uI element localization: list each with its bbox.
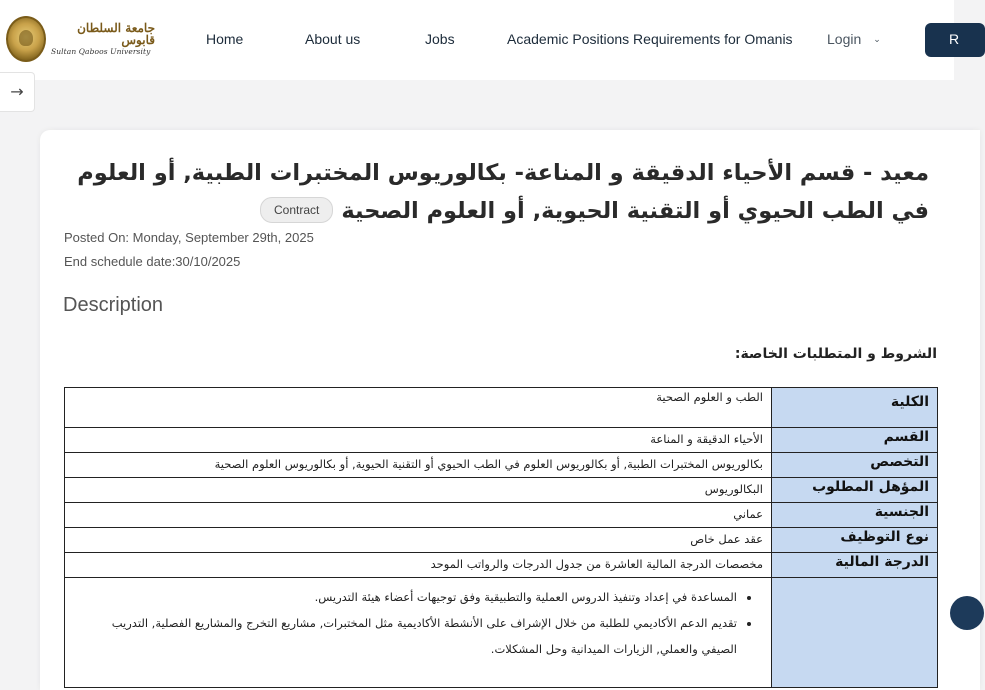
table-row <box>65 528 938 553</box>
table-row <box>65 453 938 478</box>
end-schedule-date: End schedule date:30/10/2025 <box>64 254 241 269</box>
nav-home[interactable]: Home <box>206 31 244 47</box>
row-value-specialization: بكالوريوس المختبرات الطبية, أو بكالوريوس العلوم في الطب الحيوي أو التقنية الحيوية, أو بكالوريوس العلوم الصحية <box>65 453 772 478</box>
job-title-block <box>63 154 929 230</box>
table-row <box>65 388 938 428</box>
floating-chat-button[interactable] <box>950 596 984 630</box>
description-heading: Description <box>63 294 164 316</box>
posted-date: Posted On: Monday, September 29th, 2025 <box>64 230 314 245</box>
nav-academic-positions[interactable]: Academic Positions Requirements for Omanis <box>507 31 793 47</box>
register-button[interactable] <box>925 23 985 57</box>
row-label-employment-type: نوع التوظيف <box>772 528 938 553</box>
register-button-label: R <box>949 31 960 47</box>
table-row <box>65 478 938 503</box>
duties-list <box>73 584 763 662</box>
top-navbar <box>0 0 960 80</box>
logo-english-name: Sultan Qaboos University <box>51 47 151 57</box>
nav-about-us[interactable]: About us <box>305 31 361 47</box>
contract-badge: Contract <box>260 197 333 223</box>
table-row <box>65 428 938 453</box>
nav-jobs[interactable]: Jobs <box>425 31 455 47</box>
row-value-nationality: عماني <box>65 503 772 528</box>
row-value-duties <box>65 578 772 688</box>
row-label-college: الكلية <box>772 388 938 428</box>
row-label-grade: الدرجة المالية <box>772 553 938 578</box>
requirements-table <box>64 387 938 688</box>
row-value-employment-type: عقد عمل خاص <box>65 528 772 553</box>
row-value-department: الأحياء الدقيقة و المناعة <box>65 428 772 453</box>
university-seal-icon <box>6 16 46 62</box>
back-arrow-icon[interactable]: → <box>0 72 35 112</box>
logo-arabic-name: جامعة السلطان قابوس <box>77 21 155 48</box>
table-row <box>65 578 938 688</box>
list-item: • تقديم الدعم الأكاديمي للطلبة من خلال الإشراف على الأنشطة الأكاديمية مثل المختبرات, مشاريع التخرج والمشاريع الفصلية, التدريب الصيفي والعملي, الزيارات الميدانية وحل المشكلات. <box>73 610 737 662</box>
chevron-down-icon: ⌄ <box>873 34 881 44</box>
row-value-grade: مخصصات الدرجة المالية العاشرة من جدول الدرجات والرواتب الموحد <box>65 553 772 578</box>
row-label-qualification: المؤهل المطلوب <box>772 478 938 503</box>
row-value-qualification: البكالوريوس <box>65 478 772 503</box>
row-label-department: القسم <box>772 428 938 453</box>
nav-login-dropdown[interactable] <box>827 31 881 47</box>
job-title: معيد - قسم الأحياء الدقيقة و المناعة- بكالوريوس المختبرات الطبية, أو العلوم في الطب الحيوي أو التقنية الحيوية, أو العلوم الصحية <box>77 160 929 224</box>
list-item: • المساعدة في إعداد وتنفيذ الدروس العملية والتطبيقية وفق توجيهات أعضاء هيئة التدريس. <box>73 584 737 610</box>
row-label-specialization: التخصص <box>772 453 938 478</box>
login-label: Login <box>827 31 862 47</box>
row-value-college: الطب و العلوم الصحية <box>65 388 772 428</box>
conditions-heading: الشروط و المتطلبات الخاصة: <box>734 346 937 362</box>
row-label-nationality: الجنسية <box>772 503 938 528</box>
university-logo[interactable] <box>6 16 155 62</box>
table-row <box>65 503 938 528</box>
row-label-duties <box>772 578 938 688</box>
table-row <box>65 553 938 578</box>
